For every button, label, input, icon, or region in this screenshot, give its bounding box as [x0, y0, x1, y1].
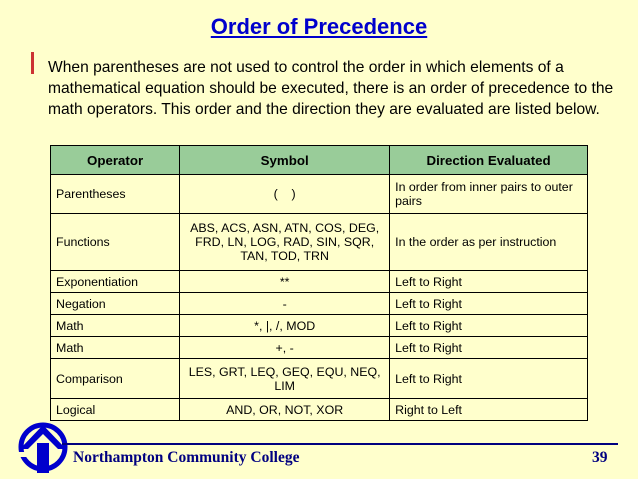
cell-direction: In order from inner pairs to outer pairs	[390, 175, 588, 214]
cell-symbol: ABS, ACS, ASN, ATN, COS, DEG, FRD, LN, LOG, RAD, SIN, SQR, TAN, TOD, TRN	[180, 214, 390, 271]
cell-operator: Comparison	[51, 359, 180, 399]
header-symbol: Symbol	[180, 146, 390, 175]
intro-paragraph: When parentheses are not used to control the order in which elements of a mathematical equation should be executed, there is an order of precedence to the math operators. This order and the direction they are evaluated are listed below.	[48, 59, 614, 118]
cell-operator: Parentheses	[51, 175, 180, 214]
cell-direction: Left to Right	[390, 315, 588, 337]
table-row	[51, 175, 588, 214]
cell-direction: Left to Right	[390, 337, 588, 359]
footer-divider	[62, 443, 618, 445]
header-direction: Direction Evaluated	[390, 146, 588, 175]
cell-operator: Logical	[51, 399, 180, 421]
slide-title: Order of Precedence	[210, 14, 428, 39]
table-row	[51, 214, 588, 271]
table-row	[51, 271, 588, 293]
precedence-table	[50, 145, 588, 421]
table-row	[51, 359, 588, 399]
table-header-row	[51, 146, 588, 175]
cell-symbol: *, |, /, MOD	[180, 315, 390, 337]
cell-direction: In the order as per instruction	[390, 214, 588, 271]
cell-symbol: **	[180, 271, 390, 293]
footer-page-number: 39	[592, 449, 608, 466]
footer-college-name: Northampton Community College	[73, 449, 300, 466]
table-row	[51, 337, 588, 359]
cell-operator: Math	[51, 315, 180, 337]
cell-symbol: -	[180, 293, 390, 315]
cell-symbol: ( )	[180, 175, 390, 214]
table-row	[51, 293, 588, 315]
cell-symbol: +, -	[180, 337, 390, 359]
cell-operator: Exponentiation	[51, 271, 180, 293]
cell-symbol: AND, OR, NOT, XOR	[180, 399, 390, 421]
cell-direction: Left to Right	[390, 359, 588, 399]
table-row	[51, 315, 588, 337]
cell-symbol: LES, GRT, LEQ, GEQ, EQU, NEQ, LIM	[180, 359, 390, 399]
cell-operator: Functions	[51, 214, 180, 271]
ncc-house-logo-icon	[18, 419, 68, 475]
header-operator: Operator	[51, 146, 180, 175]
cell-direction: Left to Right	[390, 293, 588, 315]
cell-operator: Negation	[51, 293, 180, 315]
cell-operator: Math	[51, 337, 180, 359]
table-row	[51, 399, 588, 421]
cell-direction: Right to Left	[390, 399, 588, 421]
cell-direction: Left to Right	[390, 271, 588, 293]
precedence-table-container	[50, 145, 588, 421]
bullet-marker	[31, 52, 34, 74]
